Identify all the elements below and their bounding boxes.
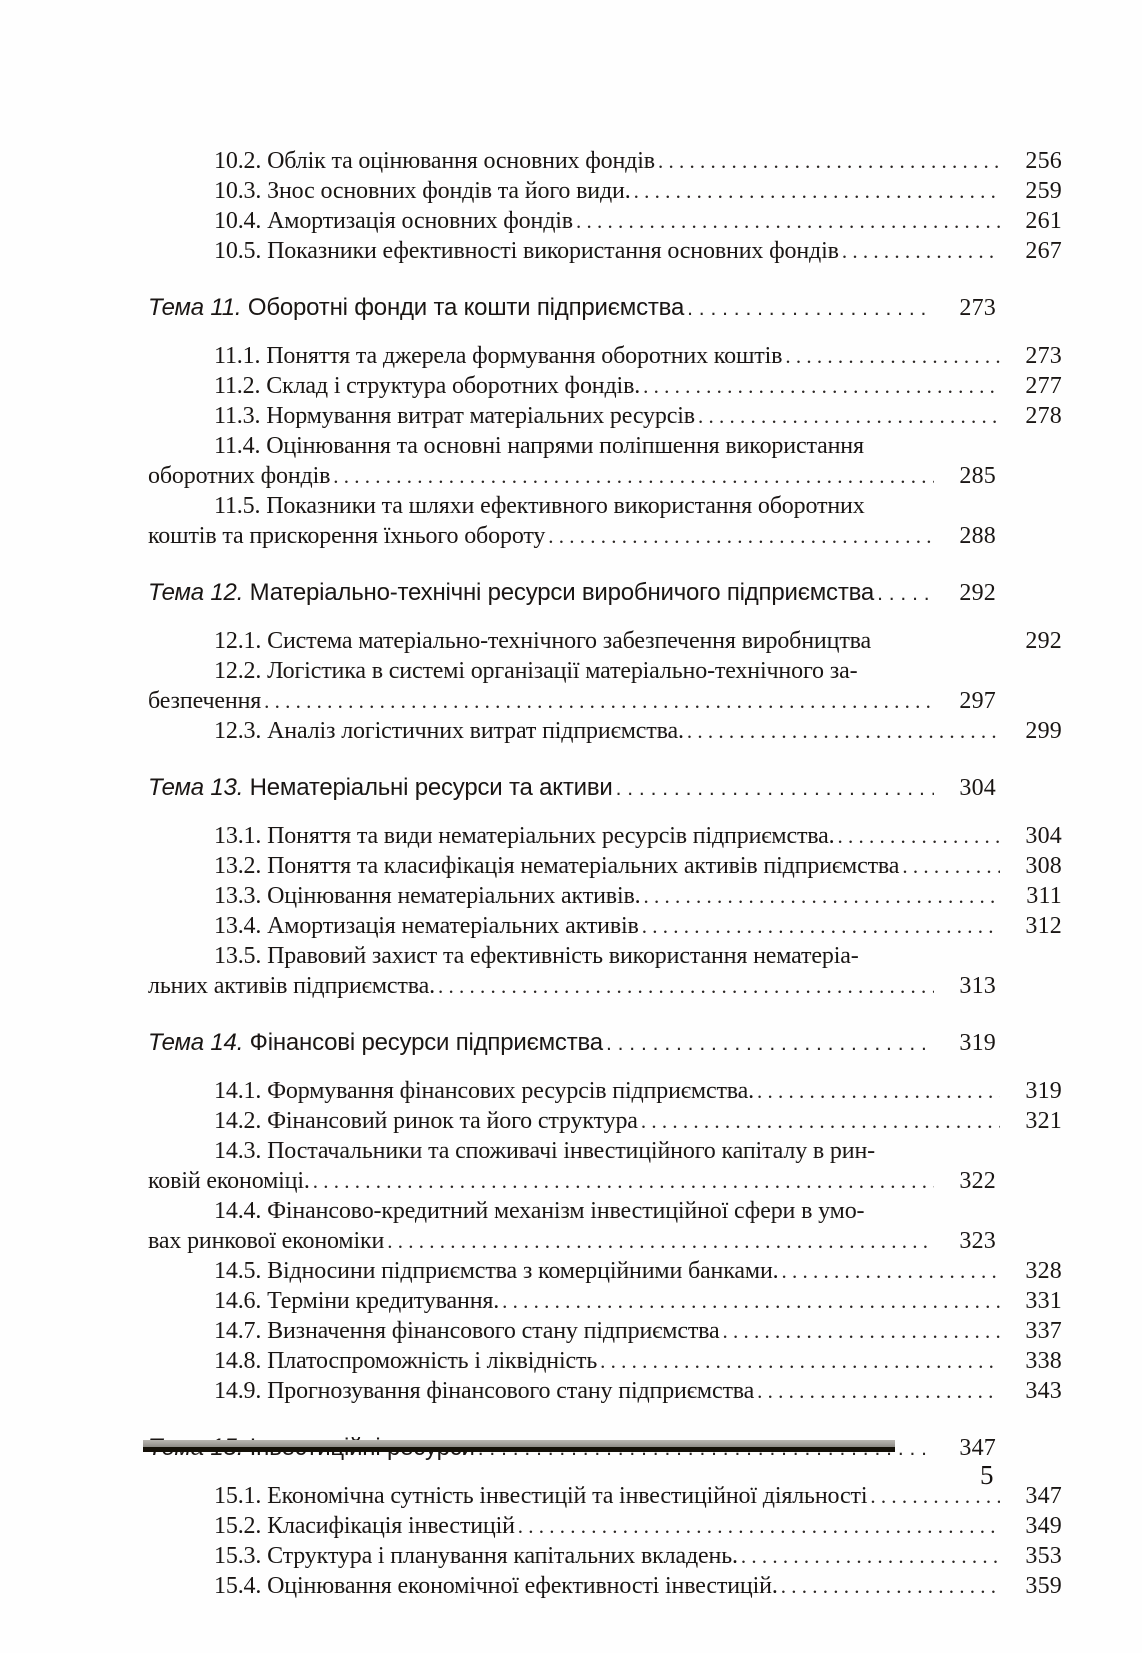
toc-entry-text: 15.4. Оцінювання економічної ефективності інвестицій. [214, 1573, 778, 1599]
toc-entry-continuation[interactable] [148, 1166, 996, 1196]
page-number: 323 [959, 1228, 996, 1254]
toc-entry-text: 14.2. Фінансовий ринок та його структура [214, 1108, 638, 1134]
dot-leader [634, 176, 1000, 206]
toc-entry[interactable] [148, 1136, 1062, 1166]
page-footer [0, 1440, 1142, 1530]
toc-entry-text: 14.5. Відносини підприємства з комерційними банками. [214, 1258, 779, 1284]
toc-entry[interactable] [148, 1316, 1062, 1346]
dot-leader [264, 686, 934, 716]
page-number: 349 [1025, 1513, 1062, 1539]
page-number: 331 [1025, 1288, 1062, 1314]
toc-entry-text: 15.2. Класифікація інвестицій [214, 1513, 515, 1539]
dot-leader [723, 1316, 1000, 1346]
toc-entry-text: 12.2. Логістика в системі організації матеріально-технічного за- [214, 658, 858, 684]
toc-entry[interactable] [148, 1346, 1062, 1376]
dot-leader [642, 911, 1000, 941]
page-number: 288 [959, 523, 996, 549]
toc-entry[interactable] [148, 911, 1062, 941]
toc-entry-text: 14.4. Фінансово-кредитний механізм інвестиційної сфери в умо- [214, 1198, 865, 1224]
theme-label: Тема 13. [148, 774, 244, 801]
toc-entry-text: 14.1. Формування фінансових ресурсів підприємства. [214, 1078, 755, 1104]
theme-title: Нематеріальні ресурси та активи [249, 774, 613, 801]
toc-entry[interactable] [148, 626, 1062, 656]
page-number: 347 [959, 1435, 996, 1461]
page-number: 259 [1025, 178, 1062, 204]
toc-entry-continuation-text: безпечення [148, 688, 262, 714]
toc-entry-text: 11.4. Оцінювання та основні напрями поліпшення використання [214, 433, 864, 459]
footer-rule-top [143, 1440, 895, 1447]
toc-entry[interactable] [148, 656, 1062, 686]
toc-entry-text: 14.8. Платоспроможність і ліквідність [214, 1348, 598, 1374]
dot-leader [658, 146, 1000, 176]
toc-entry[interactable] [148, 821, 1062, 851]
toc-entry[interactable] [148, 371, 1062, 401]
toc-theme-header[interactable] [148, 1027, 996, 1060]
theme-title: Фінансові ресурси підприємства [249, 1029, 603, 1056]
toc-entry-text: 10.5. Показники ефективності використання основних фондів [214, 238, 839, 264]
dot-leader [757, 1376, 1000, 1406]
toc-entry[interactable] [148, 1196, 1062, 1226]
page-number: 353 [1025, 1543, 1062, 1569]
footer-rule [143, 1440, 895, 1452]
toc-entry[interactable] [148, 1256, 1062, 1286]
dot-leader [741, 1541, 1000, 1571]
toc-entry-text: 14.3. Постачальники та споживачі інвестиційного капіталу в рин- [214, 1138, 876, 1164]
page-number: 297 [959, 688, 996, 714]
toc-entry[interactable] [148, 431, 1062, 461]
page-number: 337 [1025, 1318, 1062, 1344]
page-number: 308 [1025, 853, 1062, 879]
page-number: 292 [959, 580, 996, 606]
dot-leader [333, 461, 934, 491]
page-number: 319 [1025, 1078, 1062, 1104]
toc-theme-header[interactable] [148, 292, 996, 325]
toc-entry-text: 15.3. Структура і планування капітальних вкладень. [214, 1543, 738, 1569]
dot-leader [781, 1571, 1000, 1601]
toc-entry[interactable] [148, 1286, 1062, 1316]
dot-leader [548, 521, 934, 551]
page-number: 273 [1025, 343, 1062, 369]
page-number: 256 [1025, 148, 1062, 174]
toc-entry[interactable] [148, 206, 1062, 236]
toc-entry-text: 12.1. Система матеріально-технічного забезпечення виробництва [214, 628, 872, 654]
toc-entry[interactable] [148, 146, 1062, 176]
page-number: 322 [959, 1168, 996, 1194]
toc-entry-text: 11.3. Нормування витрат матеріальних ресурсів [214, 403, 695, 429]
toc-section [148, 772, 1062, 1001]
toc-entry-text: 13.3. Оцінювання нематеріальних активів. [214, 883, 641, 909]
toc-entry[interactable] [148, 1376, 1062, 1406]
page-number: 338 [1025, 1348, 1062, 1374]
page-number: 359 [1025, 1573, 1062, 1599]
toc-entry-continuation[interactable] [148, 971, 996, 1001]
toc-section [148, 292, 1062, 551]
toc-entry-continuation-text: оборотних фондів [148, 463, 331, 489]
page-number: 319 [959, 1030, 996, 1056]
toc-entry[interactable] [148, 401, 1062, 431]
theme-heading-text [148, 772, 613, 804]
toc-entry-text: 13.1. Поняття та види нематеріальних ресурсів підприємства. [214, 823, 835, 849]
toc-section [148, 1027, 1062, 1406]
page-number: 312 [1025, 913, 1062, 939]
dot-leader [902, 851, 1000, 881]
dot-leader [606, 1027, 934, 1060]
toc-entry-continuation-text: ковій економіці. [148, 1168, 310, 1194]
dot-leader [782, 1256, 1001, 1286]
page-number: 278 [1025, 403, 1062, 429]
page-number: 304 [959, 775, 996, 801]
toc-entry-continuation[interactable] [148, 521, 996, 551]
dot-leader [641, 1106, 1000, 1136]
theme-title: Оборотні фонди та кошти підприємства [247, 294, 685, 321]
page-number: 347 [1025, 1483, 1062, 1509]
toc-entry[interactable] [148, 341, 1062, 371]
toc-entry-continuation-text: вах ринкової економіки [148, 1228, 385, 1254]
page-number: 311 [1026, 883, 1062, 909]
toc-entry-text: 11.5. Показники та шляхи ефективного використання оборотних [214, 493, 865, 519]
page-number: 292 [1025, 628, 1062, 654]
toc-entry-continuation-text: льних активів підприємства. [148, 973, 435, 999]
toc-entry[interactable] [148, 1541, 1062, 1571]
toc-entry[interactable] [148, 851, 1062, 881]
toc-entry-text: 10.4. Амортизація основних фондів [214, 208, 573, 234]
page-number: 285 [959, 463, 996, 489]
dot-leader [438, 971, 934, 1001]
page-number: 321 [1025, 1108, 1062, 1134]
page-number: 299 [1025, 718, 1062, 744]
toc-entry-text: 12.3. Аналіз логістичних витрат підприємства. [214, 718, 684, 744]
toc-entry-text: 13.5. Правовий захист та ефективність використання нематеріа- [214, 943, 859, 969]
toc-theme-header[interactable] [148, 577, 996, 610]
dot-leader [687, 716, 1000, 746]
toc-entry-continuation[interactable] [148, 686, 996, 716]
toc-entry-text: 14.6. Терміни кредитування. [214, 1288, 500, 1314]
toc-theme-header[interactable] [148, 772, 996, 805]
toc-entry[interactable] [148, 1106, 1062, 1136]
page-number: 267 [1025, 238, 1062, 264]
theme-label: Тема 11. [148, 294, 242, 321]
toc-entry-text: 11.1. Поняття та джерела формування оборотних коштів [214, 343, 783, 369]
folio-page-number: 5 [980, 1460, 994, 1490]
dot-leader [387, 1226, 934, 1256]
toc-entry-text: 10.2. Облік та оцінювання основних фондів [214, 148, 655, 174]
toc-entry-text: 10.3. Знос основних фондів та його види. [214, 178, 631, 204]
toc-entry-text: 13.2. Поняття та класифікація нематеріальних активів підприємства [214, 853, 900, 879]
toc-entry-continuation-text: коштів та прискорення їхнього обороту [148, 523, 546, 549]
dot-leader [313, 1166, 934, 1196]
dot-leader [698, 401, 1000, 431]
theme-title: Матеріально-технічні ресурси виробничого підприємства [249, 579, 875, 606]
toc-entry-continuation[interactable] [148, 1226, 996, 1256]
table-of-contents [148, 146, 1062, 1601]
theme-heading-text [148, 577, 874, 609]
page-number: 328 [1025, 1258, 1062, 1284]
dot-leader [576, 206, 1000, 236]
toc-section [148, 146, 1062, 266]
theme-label: Тема 14. [148, 1029, 244, 1056]
toc-entry-text: 15.1. Економічна сутність інвестицій та інвестиційної діяльності [214, 1483, 868, 1509]
dot-leader [757, 1076, 1000, 1106]
toc-entry-text: 11.2. Склад і структура оборотних фондів. [214, 373, 641, 399]
dot-leader [616, 772, 934, 805]
page-number: 261 [1025, 208, 1062, 234]
toc-entry[interactable] [148, 1076, 1062, 1106]
toc-entry[interactable] [148, 236, 1062, 266]
toc-entry-text: 14.9. Прогнозування фінансового стану підприємства [214, 1378, 755, 1404]
footer-rule-bottom [143, 1447, 895, 1452]
dot-leader [643, 371, 1000, 401]
toc-entry-continuation[interactable] [148, 461, 996, 491]
dot-leader [502, 1286, 1000, 1316]
theme-heading-text [148, 292, 684, 324]
page-number: 277 [1025, 373, 1062, 399]
page-number: 273 [959, 295, 996, 321]
toc-entry-text: 13.4. Амортизація нематеріальних активів [214, 913, 639, 939]
page-number: 313 [959, 973, 996, 999]
toc-entry[interactable] [148, 1571, 1062, 1601]
dot-leader [877, 577, 934, 610]
dot-leader [600, 1346, 1000, 1376]
page-number: 343 [1025, 1378, 1062, 1404]
toc-entry[interactable] [148, 716, 1062, 746]
dot-leader [842, 236, 1000, 266]
dot-leader [785, 341, 1000, 371]
toc-entry-text: 14.7. Визначення фінансового стану підприємства [214, 1318, 720, 1344]
theme-label: Тема 12. [148, 579, 244, 606]
dot-leader [644, 881, 1000, 911]
theme-heading-text [148, 1027, 603, 1059]
toc-section [148, 577, 1062, 746]
toc-entry[interactable] [148, 491, 1062, 521]
toc-entry[interactable] [148, 941, 1062, 971]
page-number: 304 [1025, 823, 1062, 849]
dot-leader [687, 292, 934, 325]
dot-leader [838, 821, 1000, 851]
toc-entry[interactable] [148, 881, 1062, 911]
toc-entry[interactable] [148, 176, 1062, 206]
